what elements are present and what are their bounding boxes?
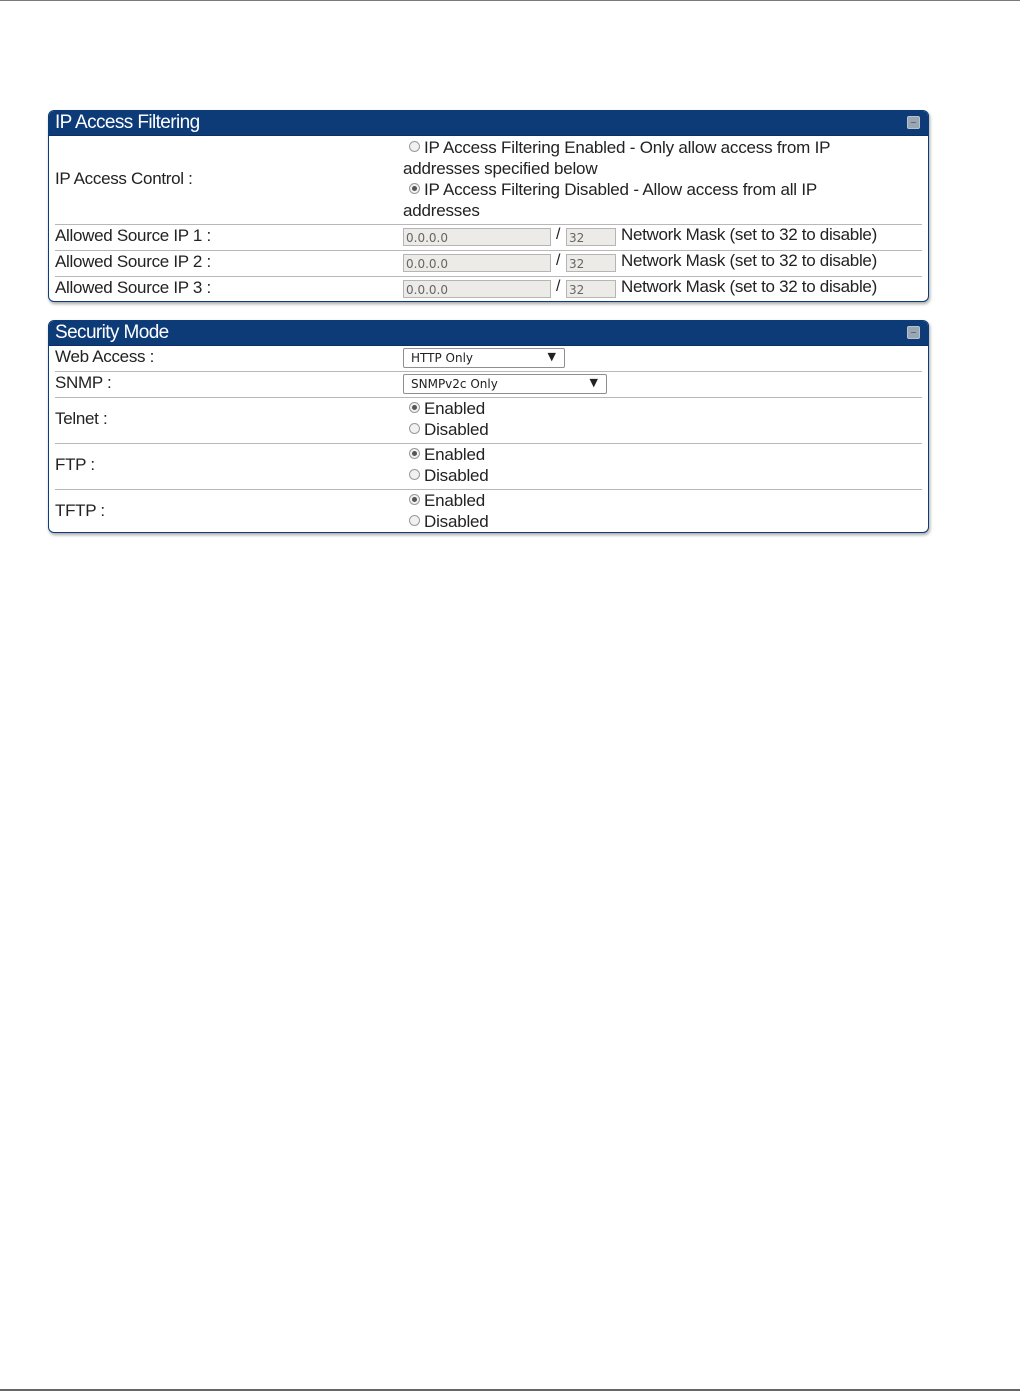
panel-header	[49, 321, 928, 346]
filtering-enabled-option-cont: addresses specified below	[403, 159, 598, 178]
filtering-enabled-option[interactable]: IP Access Filtering Enabled - Only allow access from IP	[403, 137, 922, 158]
tftp-row	[55, 490, 922, 533]
ftp-row	[55, 444, 922, 490]
network-mask-note: Network Mask (set to 32 to disable)	[621, 251, 877, 270]
ftp-label: FTP :	[55, 455, 95, 474]
slash-separator: /	[556, 252, 561, 269]
snmp-row	[55, 372, 922, 398]
snmp-label: SNMP :	[55, 373, 112, 392]
radio-ftp-disabled[interactable]	[409, 469, 420, 480]
source-ip-input[interactable]: 0.0.0.0	[403, 254, 551, 272]
slash-separator: /	[556, 226, 561, 243]
telnet-label: Telnet :	[55, 409, 108, 428]
network-mask-note: Network Mask (set to 32 to disable)	[621, 225, 877, 244]
collapse-icon[interactable]	[907, 326, 920, 339]
telnet-row	[55, 398, 922, 444]
allowed-source-ip-1-row	[55, 225, 922, 251]
security-mode-panel	[48, 320, 929, 533]
radio-ftp-enabled[interactable]	[409, 448, 420, 459]
network-mask-input[interactable]: 32	[566, 254, 616, 272]
source-ip-input[interactable]: 0.0.0.0	[403, 228, 551, 246]
web-access-label: Web Access :	[55, 347, 155, 366]
snmp-select[interactable]: SNMPv2c Only ▼	[403, 374, 607, 394]
telnet-enabled-option[interactable]: Enabled	[403, 398, 922, 419]
ip-access-control-row	[55, 136, 922, 225]
radio-tftp-enabled[interactable]	[409, 494, 420, 505]
page-top-divider	[0, 0, 1020, 1]
ftp-disabled-option[interactable]: Disabled	[403, 465, 922, 486]
radio-filtering-enabled[interactable]	[409, 141, 420, 152]
chevron-down-icon: ▼	[589, 376, 598, 389]
radio-telnet-enabled[interactable]	[409, 402, 420, 413]
network-mask-input[interactable]: 32	[566, 280, 616, 298]
radio-filtering-disabled[interactable]	[409, 183, 420, 194]
panel-title: IP Access Filtering	[55, 112, 200, 133]
tftp-disabled-option[interactable]: Disabled	[403, 511, 922, 532]
allowed-source-ip-3-row	[55, 277, 922, 302]
tftp-enabled-option[interactable]: Enabled	[403, 490, 922, 511]
ip-access-control-label: IP Access Control :	[55, 169, 193, 188]
tftp-label: TFTP :	[55, 501, 105, 520]
filtering-disabled-option[interactable]: IP Access Filtering Disabled - Allow access from all IP	[403, 179, 922, 200]
source-ip-input[interactable]: 0.0.0.0	[403, 280, 551, 298]
panel-header	[49, 111, 928, 136]
allowed-source-ip-label: Allowed Source IP 3 :	[55, 278, 211, 297]
allowed-source-ip-2-row	[55, 251, 922, 277]
ftp-enabled-option[interactable]: Enabled	[403, 444, 922, 465]
radio-telnet-disabled[interactable]	[409, 423, 420, 434]
radio-tftp-disabled[interactable]	[409, 515, 420, 526]
slash-separator: /	[556, 278, 561, 295]
allowed-source-ip-label: Allowed Source IP 1 :	[55, 226, 211, 245]
allowed-source-ip-label: Allowed Source IP 2 :	[55, 252, 211, 271]
panel-title: Security Mode	[55, 322, 169, 343]
filtering-disabled-option-cont: addresses	[403, 201, 480, 220]
network-mask-input[interactable]: 32	[566, 228, 616, 246]
network-mask-note: Network Mask (set to 32 to disable)	[621, 277, 877, 296]
page-bottom-divider	[0, 1389, 1020, 1391]
collapse-icon[interactable]	[907, 116, 920, 129]
web-access-select[interactable]: HTTP Only ▼	[403, 348, 565, 368]
chevron-down-icon: ▼	[547, 350, 556, 363]
web-access-row	[55, 346, 922, 372]
ip-access-filtering-panel	[48, 110, 929, 302]
telnet-disabled-option[interactable]: Disabled	[403, 419, 922, 440]
